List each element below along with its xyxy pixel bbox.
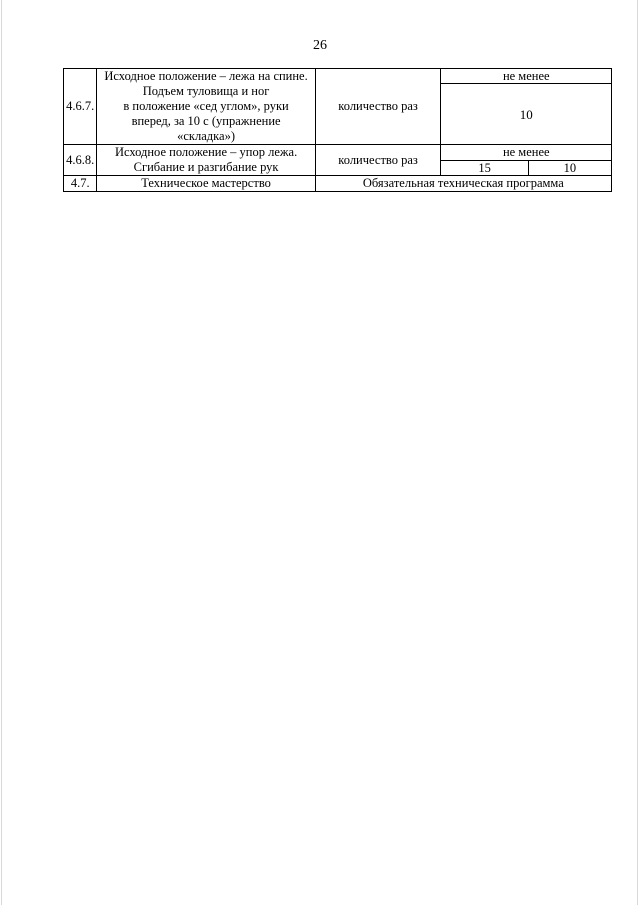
row-number: 4.6.7.	[64, 69, 97, 145]
exercise-line: «складка»)	[177, 129, 235, 143]
norm-value-boys: 15	[441, 160, 528, 176]
norm-value-girls: 10	[528, 160, 611, 176]
exercise-description	[97, 69, 315, 145]
unit-of-measure: количество раз	[315, 145, 441, 176]
table-row	[64, 145, 612, 161]
norm-value: 10	[441, 84, 612, 145]
exercise-line: вперед, за 10 с (упражнение	[131, 114, 281, 128]
requirement-text: Обязательная техническая программа	[315, 176, 611, 192]
standards-table	[63, 68, 612, 192]
exercise-line: Исходное положение – упор лежа.	[114, 145, 298, 159]
table-row	[64, 176, 612, 192]
page-edge-left	[1, 0, 2, 905]
exercise-line: в положение «сед углом», руки	[123, 99, 289, 113]
table-row	[64, 69, 612, 84]
exercise-line: Сгибание и разгибание рук	[133, 160, 279, 174]
exercise-line: Подъем туловища и ног	[142, 84, 270, 98]
row-number: 4.7.	[64, 176, 97, 192]
exercise-description: Техническое мастерство	[97, 176, 315, 192]
row-number: 4.6.8.	[64, 145, 97, 176]
page-number: 26	[313, 38, 327, 53]
norm-header: не менее	[441, 145, 612, 161]
page-edge-right	[637, 0, 638, 905]
unit-of-measure: количество раз	[315, 69, 441, 145]
norm-header: не менее	[441, 69, 612, 84]
exercise-line: Исходное положение – лежа на спине.	[104, 69, 308, 83]
exercise-description	[97, 145, 315, 176]
